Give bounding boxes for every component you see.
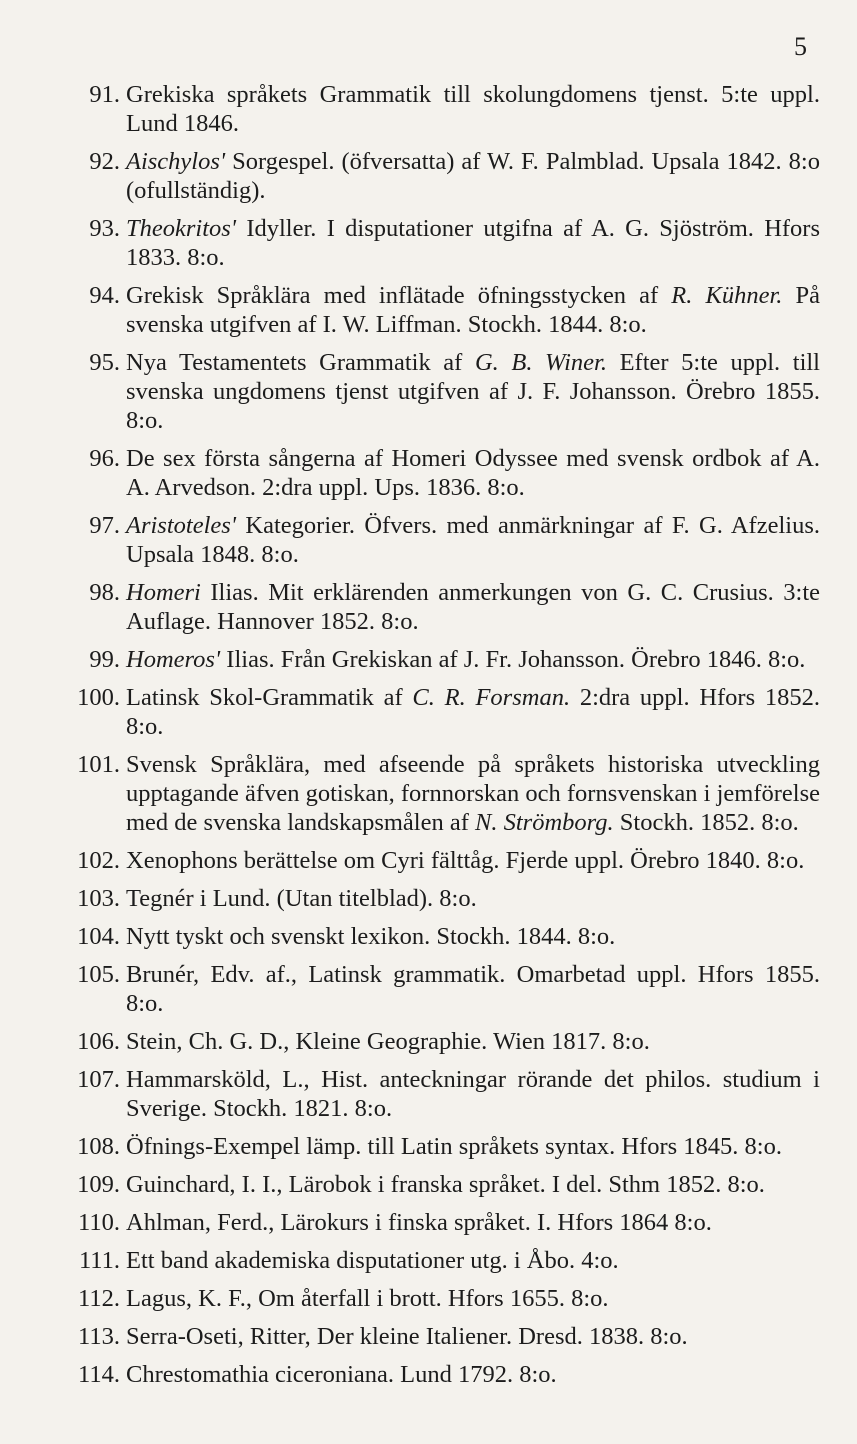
entry-text — [126, 281, 820, 339]
entry-text — [126, 960, 820, 1018]
entry-segment: Öfnings-Exempel lämp. till Latin språkets syntax. Hfors 1845. 8:o. — [126, 1133, 782, 1160]
bibliography-entry — [60, 922, 820, 951]
entry-segment: Brunér, Edv. af., Latinsk grammatik. Omarbetad uppl. Hfors 1855. 8:o. — [126, 961, 820, 1017]
bibliography-entry — [60, 214, 820, 272]
entry-number: 103. — [77, 885, 120, 912]
entry-text — [126, 147, 820, 205]
entry-number: 98. — [89, 579, 120, 606]
entry-number: 93. — [89, 215, 120, 242]
entry-segment: Lagus, K. F., Om återfall i brott. Hfors 1655. 8:o. — [126, 1285, 609, 1312]
entry-number: 114. — [78, 1361, 120, 1388]
entry-segment: Latinsk Skol-Grammatik af — [126, 684, 413, 711]
entry-number: 109. — [77, 1171, 120, 1198]
entry-segment: Ahlman, Ferd., Lärokurs i finska språket. I. Hfors 1864 8:o. — [126, 1209, 712, 1236]
entry-segment: Serra-Oseti, Ritter, Der kleine Italiener. Dresd. 1838. 8:o. — [126, 1323, 688, 1350]
entry-number: 113. — [78, 1323, 120, 1350]
entry-segment: 2:dra uppl. Hfors 1852. 8:o. — [126, 684, 820, 740]
entry-segment: Grekiska språkets Grammatik till skolungdomens tjenst. 5:te uppl. Lund 1846. — [126, 81, 820, 137]
bibliography-entry — [60, 1065, 820, 1123]
entry-segment: Svensk Språklära, med afseende på språkets historiska utveckling upptagande äfven gotiskan, fornnorskan och fornsvenskan i jemförelse med de svenska landskapsmålen af — [126, 751, 820, 836]
bibliography-entry — [60, 1246, 820, 1275]
entry-segment: Ilias. Från Grekiskan af J. Fr. Johansson. Örebro 1846. 8:o. — [220, 646, 806, 673]
entry-text — [126, 1246, 820, 1275]
entry-text — [126, 348, 820, 435]
entry-text — [126, 1170, 820, 1199]
entry-text — [126, 214, 820, 272]
entry-segment: Ett band akademiska disputationer utg. i Åbo. 4:o. — [126, 1247, 619, 1274]
entry-segment: Ilias. Mit erklärenden anmerkungen von G. C. Crusius. 3:te Auflage. Hannover 1852. 8:o. — [126, 579, 820, 635]
entry-text — [126, 645, 820, 674]
entry-number: 110. — [78, 1209, 120, 1236]
bibliography-entry — [60, 750, 820, 837]
bibliography-entry — [60, 578, 820, 636]
entry-text — [126, 922, 820, 951]
entry-italic-segment: C. R. Forsman. — [412, 684, 571, 711]
page-number: 5 — [794, 32, 807, 61]
entry-segment: Efter 5:te uppl. till svenska ungdomens tjenst utgifven af J. F. Johansson. Örebro 1855. 8:o. — [126, 349, 820, 434]
entry-segment: Stockh. 1852. 8:o. — [613, 809, 799, 836]
entry-segment: Nytt tyskt och svenskt lexikon. Stockh. 1844. 8:o. — [126, 923, 616, 950]
entry-segment: Grekisk Språklära med inflätade öfningsstycken af — [126, 282, 672, 309]
bibliography-entry — [60, 846, 820, 875]
bibliography-entry — [60, 444, 820, 502]
entry-italic-segment: Aischylos' — [126, 148, 226, 175]
bibliography-entry — [60, 1360, 820, 1389]
entry-text — [126, 1208, 820, 1237]
entry-number: 101. — [77, 751, 120, 778]
entry-number: 108. — [77, 1133, 120, 1160]
bibliography-entry — [60, 1322, 820, 1351]
entry-number: 97. — [89, 512, 120, 539]
entry-italic-segment: N. Strömborg. — [475, 809, 614, 836]
bibliography-entry — [60, 683, 820, 741]
entry-segment: Chrestomathia ciceroniana. Lund 1792. 8:o. — [126, 1361, 557, 1388]
entry-text — [126, 884, 820, 913]
entry-text — [126, 1360, 820, 1389]
entry-number: 106. — [77, 1028, 120, 1055]
entry-number: 102. — [77, 847, 120, 874]
entry-segment: Nya Testamentets Grammatik af — [126, 349, 475, 376]
entry-text — [126, 511, 820, 569]
bibliography-entry — [60, 1027, 820, 1056]
entry-segment: Sorgespel. (öfversatta) af W. F. Palmblad. Upsala 1842. 8:o (ofullständig). — [126, 148, 820, 204]
bibliography-entry — [60, 1208, 820, 1237]
entry-number: 112. — [78, 1285, 120, 1312]
entry-number: 91. — [89, 81, 120, 108]
bibliography-entry — [60, 80, 820, 138]
bibliography-entry — [60, 348, 820, 435]
bibliography-entry — [60, 884, 820, 913]
entry-text — [126, 1065, 820, 1123]
entry-segment: Kategorier. Öfvers. med anmärkningar af F. G. Afzelius. Upsala 1848. 8:o. — [126, 512, 820, 568]
entry-segment: Guinchard, I. I., Lärobok i franska språket. I del. Sthm 1852. 8:o. — [126, 1171, 765, 1198]
bibliography-entry — [60, 1170, 820, 1199]
entry-segment: Stein, Ch. G. D., Kleine Geographie. Wien 1817. 8:o. — [126, 1028, 650, 1055]
entry-italic-segment: G. B. Winer. — [474, 349, 607, 376]
entry-text — [126, 1322, 820, 1351]
entry-segment: Hammarsköld, L., Hist. anteckningar rörande det philos. studium i Sverige. Stockh. 1821. 8:o. — [126, 1066, 820, 1122]
entry-number: 107. — [77, 1066, 120, 1093]
entry-italic-segment: Homeros' — [126, 646, 221, 673]
bibliography-entry — [60, 281, 820, 339]
bibliography-entry — [60, 1132, 820, 1161]
entry-number: 92. — [89, 148, 120, 175]
entry-segment: På svenska utgifven af I. W. Liffman. Stockh. 1844. 8:o. — [126, 282, 821, 338]
entry-number: 96. — [89, 445, 120, 472]
bibliography-entry — [60, 147, 820, 205]
entry-number: 99. — [89, 646, 120, 673]
entry-segment: Tegnér i Lund. (Utan titelblad). 8:o. — [126, 885, 477, 912]
entry-number: 95. — [89, 349, 120, 376]
entry-text — [126, 846, 820, 875]
entry-text — [126, 1284, 820, 1313]
entry-text — [126, 444, 820, 502]
bibliography-entry — [60, 511, 820, 569]
entry-text — [126, 578, 820, 636]
entry-italic-segment: Aristoteles' — [126, 512, 237, 539]
entry-number: 100. — [77, 684, 120, 711]
entry-number: 94. — [89, 282, 120, 309]
entry-number: 111. — [78, 1247, 120, 1274]
entry-segment: De sex första sångerna af Homeri Odyssee med svensk ordbok af A. A. Arvedson. 2:dra uppl. Ups. 1836. 8:o. — [126, 445, 820, 501]
entry-segment: Idyller. I disputationer utgifna af A. G. Sjöström. Hfors 1833. 8:o. — [126, 215, 820, 271]
bibliography-entry — [60, 960, 820, 1018]
bibliography-list — [60, 80, 820, 1398]
entry-text — [126, 1132, 820, 1161]
bibliography-entry — [60, 645, 820, 674]
entry-number: 105. — [77, 961, 120, 988]
entry-text — [126, 750, 820, 837]
bibliography-entry — [60, 1284, 820, 1313]
entry-segment: Xenophons berättelse om Cyri fälttåg. Fjerde uppl. Örebro 1840. 8:o. — [126, 847, 805, 874]
entry-text — [126, 683, 820, 741]
entry-number: 104. — [77, 923, 120, 950]
entry-italic-segment: Homeri — [126, 579, 201, 606]
entry-italic-segment: Theokritos' — [126, 215, 237, 242]
entry-text — [126, 1027, 820, 1056]
entry-italic-segment: R. Kühner. — [671, 282, 783, 309]
entry-text — [126, 80, 820, 138]
